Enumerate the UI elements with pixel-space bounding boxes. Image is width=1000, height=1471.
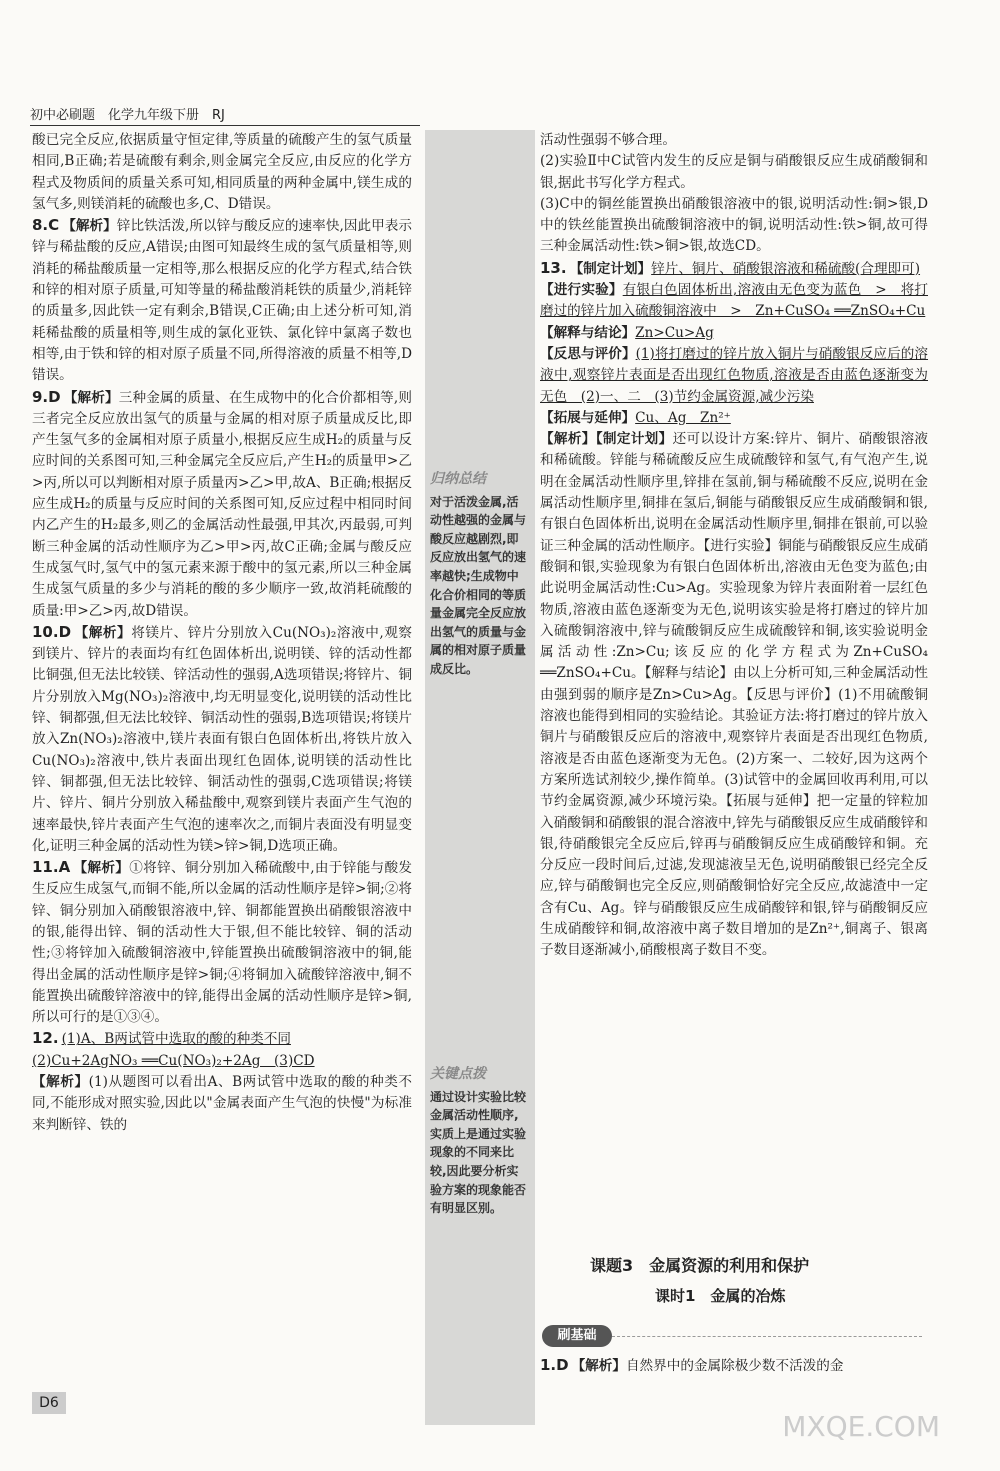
step-tag: 【进行实验】: [540, 282, 623, 299]
continued-text: (2)实验Ⅱ中C试管内发生的反应是铜与硝酸银反应生成硝酸铜和银,据此书写化学方程式。: [540, 153, 928, 191]
page-header: 初中必刷题 化学九年级下册 RJ: [30, 108, 225, 123]
continued-text: 酸已完全反应,依据质量守恒定律,等质量的硫酸产生的氢气质量相同,B正确;若是硫酸有剩余,则金属完全反应,由反应的化学方程式及物质间的质量关系可知,相同质量的两种金属中,镁生成的氢气多,则镁消耗的硫酸也多,C、D错误。: [32, 132, 412, 212]
note-summary: [430, 470, 530, 679]
answer: Zn>Cu>Ag: [635, 324, 714, 341]
answer-1: (1)A、B两试管中选取的酸的种类不同: [61, 1031, 291, 1048]
question-11: [32, 857, 412, 1028]
analysis-text: 还可以设计方案:锌片、铜片、硝酸银溶液和稀硫酸。锌能与稀硫酸反应生成硫酸锌和氢气,有气泡产生,说明在金属活动性顺序里,锌排在氢前,铜与稀硫酸不反应,说明在金属活动性顺序里,铜排在氢后,铜能与硝酸银反应生成硝酸铜和银,有银白色固体析出,说明在金属活动性顺序里,铜排在银前,可以验证三种金属的活动性顺序。【进行实验】铜能与硝酸银反应生成硝酸铜和银,实验现象为有银白色固体析出,溶液由无色变为蓝色;由此说明金属活动性:Cu>Ag。实验现象为锌片表面附着一层红色物质,溶液由蓝色逐渐变为无色,说明该实验是将打磨过的锌片加入硫酸铜溶液中,锌与硫酸铜反应生成硫酸锌和铜,该实验说明金属活动性:Zn>Cu;该反应的化学方程式为Zn+CuSO₄ ══ZnSO₄+Cu。【解释与结论】由以上分析可知,三种金属活动性由强到弱的顺序是Zn>Cu>Ag。【反思与评价】(1)不用硫酸铜溶液也能得到相同的实验结论。其验证方法:将打磨过的锌片放入铜片与硝酸银反应后的溶液中,观察锌片表面是否出现红色物质,溶液是否由蓝色逐渐变为无色。(2)方案一、二较好,因为这两个方案所选试剂较少,操作简单。(3)试管中的金属回收再利用,可以节约金属资源,减少环境污染。【拓展与延伸】把一定量的锌粒加入硝酸铜和硝酸银的混合溶液中,锌先与硝酸银反应生成硝酸锌和银,待硝酸银完全反应后,锌再与硝酸铜反应生成硝酸锌和铜。充分反应一段时间后,过滤,发现滤液呈无色,说明硝酸银已经完全反应,锌与硝酸铜也完全反应,则硝酸铜恰好完全反应,故滤渣中一定含有Cu、Ag。锌与硝酸银反应生成硝酸锌和银,锌与硝酸铜反应生成硝酸锌和铜,故溶液中离子数目增加的是Zn²⁺,铜离子、银离子数目逐渐减小,硝酸根离子数目不变。: [540, 431, 928, 959]
section-title: 课题3 金属资源的利用和保护: [590, 1256, 810, 1275]
question-number: 9.D: [32, 387, 61, 406]
analysis-tag: 【解析】【制定计划】: [540, 431, 673, 448]
analysis-text: (1)从题图可以看出A、B两试管中选取的酸的种类不同,不能形成对照实验,因此以"金属表面产生气泡的快慢"为标准来判断锌、铁的: [32, 1074, 413, 1133]
analysis-text: 锌比铁活泼,所以锌与酸反应的速率快,因此甲表示锌与稀盐酸的反应,A错误;由图可知最终生成的氢气质量相等,则消耗的稀盐酸质量一定相等,那么根据反应的化学方程式,结合铁和锌的相对原子质量,可知等量的稀盐酸消耗铁的质量少,消耗锌的质量多,因此铁一定有剩余,B错误,C正确;由上述分析可知,消耗稀盐酸的质量相等,则生成的氯化亚铁、氯化锌中氯离子数也相等,由于铁和锌的相对原子质量不同,所得溶液的质量不相等,D错误。: [32, 218, 413, 384]
answer: (1)将打磨过的锌片放入铜片与硝酸银反应后的溶液中,观察锌片表面是否出现红色物质,溶液是否由蓝色逐渐变为无色 (2)一、二 (3)节约金属资源,减少污染: [540, 345, 929, 405]
note-title: 归纳总结: [430, 471, 486, 487]
question-number: 13.: [540, 258, 567, 277]
analysis-text: 将镁片、锌片分别放入Cu(NO₃)₂溶液中,观察到镁片、锌片的表面均有红色固体析出,说明镁、锌的活动性都比铜强,但无法比较镁、锌活动性的强弱,A选项错误;将锌片、铜片分别放入Mg(NO₃)₂溶液中,均无明显变化,说明镁的活动性比锌、铜都强,但无法比较锌、铜活动性的强弱,B选项错误;将镁片放入Zn(NO₃)₂溶液中,镁片表面有银白色固体析出,将铁片放入Cu(NO₃)₂溶液中,铁片表面出现红色固体,说明镁的活动性比锌、铜都强,但无法比较锌、铜活动性的强弱,C选项错误;将镁片、锌片、铜片分别放入稀盐酸中,观察到镁片表面产生气泡的速率最快,锌片表面产生气泡的速率次之,而铜片表面没有明显变化,证明三种金属的活动性为镁>锌>铜,D选项正确。: [32, 624, 412, 854]
analysis-text: ①将锌、铜分别加入稀硫酸中,由于锌能与酸发生反应生成氢气,而铜不能,所以金属的活动性顺序是锌>铜;②将锌、铜分别加入硝酸银溶液中,锌、铜都能置换出硝酸银溶液中的银,能得出锌、铜的活动性大于银,但不能比较锌、铜的活动性;③将锌加入硫酸铜溶液中,锌能置换出硫酸铜溶液中的铜,能得出金属的活动性顺序是锌>铜;④将铜加入硫酸锌溶液中,铜不能置换出硫酸锌溶液中的锌,能得出金属的活动性顺序是锌>铜,所以可行的是①③④。: [32, 860, 413, 1026]
question-number: 11.A: [32, 858, 71, 877]
question-number: 12.: [32, 1029, 59, 1048]
sidebar-panel: [425, 130, 535, 1425]
left-column: [32, 130, 412, 1136]
analysis-text: 三种金属的质量、在生成物中的化合价都相等,则三者完全反应放出氢气的质量与金属的相对原子质量成反比,即产生氢气多的金属相对原子质量小,根据反应生成H₂的质量与反应时间的关系图可知,三种金属完全反应后,产生H₂的质量甲>乙>丙,所以可以判断相对原子质量丙>乙>甲,故A、B正确;根据反应生成H₂的质量与反应时间的关系图可知,反应过程中相同时间内乙产生的H₂最多,则乙的金属活动性最强,甲其次,丙最弱,可判断三种金属的活动性顺序为乙>甲>丙,故C正确;金属与酸反应生成氢气时,氢气中的氢元素来源于酸中的氢元素,所以三种金属生成氢气质量的多少与消耗的酸的多少顺序一致,故消耗硫酸的质量:甲>乙>丙,故D错误。: [32, 389, 413, 619]
analysis-tag: 【解析】: [74, 624, 132, 641]
analysis-tag: 【解析】: [63, 389, 119, 406]
question-13: [540, 258, 928, 962]
analysis-tag: 【解析】: [571, 1358, 626, 1374]
note-key-point: [430, 1065, 530, 1218]
step-tag: 【反思与评价】: [540, 345, 636, 362]
question-10: [32, 622, 412, 857]
answer: 有银白色固体析出,溶液由无色变为蓝色 > 将打磨过的锌片加入硫酸铜溶液中 > Zn+CuSO₄ ══ZnSO₄+Cu: [540, 282, 928, 320]
question-1: [540, 1355, 928, 1377]
continued-text: (3)C中的铜丝能置换出硝酸银溶液中的银,说明活动性:铜>银,D中的铁丝能置换出硫酸铜溶液中的铜,说明活动性:铁>铜,故可得三种金属活动性:铁>铜>银,故选CD。: [540, 195, 928, 255]
analysis-text: 自然界中的金属除极少数不活泼的金: [625, 1358, 844, 1374]
badge-divider: [612, 1336, 922, 1338]
continued-text: 活动性强弱不够合理。: [540, 132, 676, 148]
right-column: [540, 130, 928, 962]
watermark: MXQE.COM: [782, 1410, 940, 1443]
analysis-tag: 【解析】: [62, 218, 117, 235]
note-text: 通过设计实验比较金属活动性顺序,实质上是通过实验现象的不同来比较,因此要分析实验方案的现象能否有明显区别。: [430, 1089, 527, 1216]
page-number: D6: [32, 1392, 66, 1414]
basic-practice-badge: 刷基础: [542, 1325, 612, 1347]
step-tag: 【解释与结论】: [540, 324, 636, 341]
note-title: 关键点拨: [430, 1066, 486, 1082]
lesson-title: 课时1 金属的冶炼: [655, 1287, 786, 1305]
question-9: [32, 387, 412, 622]
question-12: [32, 1028, 412, 1135]
analysis-tag: 【解析】: [73, 860, 130, 877]
answer: Cu、Ag Zn²⁺: [635, 409, 731, 426]
step-tag: 【制定计划】: [569, 260, 652, 277]
answer-2: (2)Cu+2AgNO₃ ══Cu(NO₃)₂+2Ag (3)CD: [32, 1052, 315, 1069]
answer: 锌片、铜片、硝酸银溶液和稀硫酸(合理即可): [651, 260, 921, 277]
question-number: 10.D: [32, 622, 72, 641]
question-number: 1.D: [540, 1356, 569, 1374]
note-text: 对于活泼金属,活动性越强的金属与酸反应越剧烈,即反应放出氢气的速率越快;生成物中化合价相同的等质量金属完全反应放出氢气的质量与金属的相对原子质量成反比。: [430, 494, 527, 676]
analysis-tag: 【解析】: [32, 1074, 89, 1091]
question-8: [32, 215, 412, 386]
step-tag: 【拓展与延伸】: [540, 409, 636, 426]
question-number: 8.C: [32, 216, 60, 235]
header-rule: [30, 125, 420, 126]
